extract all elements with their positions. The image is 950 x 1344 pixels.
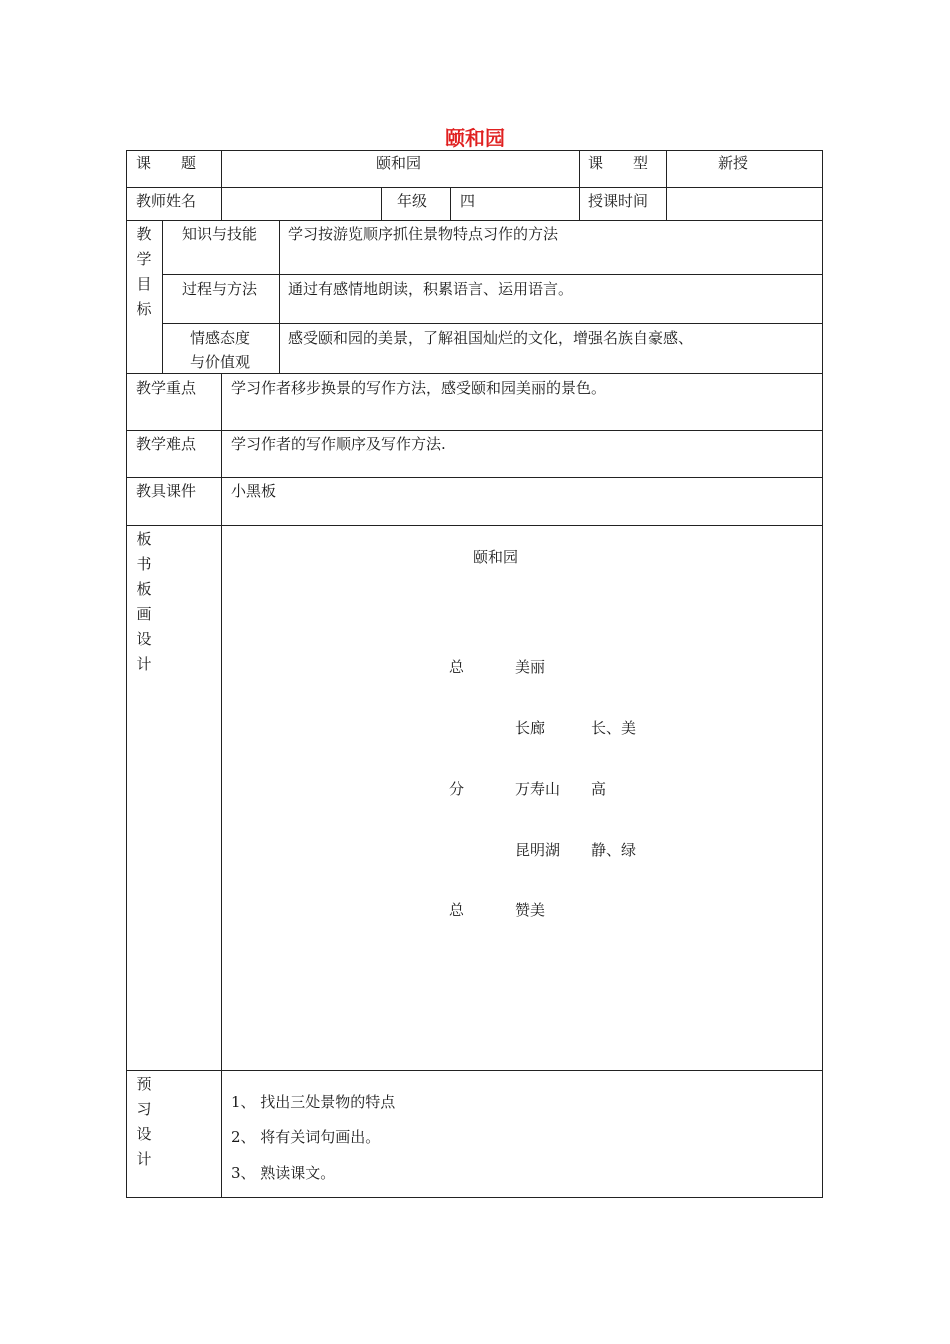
board-row-col3: 长、美 [591, 719, 637, 737]
board-row-col2: 赞美 [515, 901, 546, 919]
board-row-col1: 总 [449, 901, 465, 919]
objective-emotion-label-2: 与价值观 [190, 353, 251, 371]
objectives-label: 教学目标 [136, 225, 152, 318]
type-value: 新授 [718, 154, 749, 172]
document-title: 颐和园 [445, 126, 505, 150]
board-row-col3: 静、绿 [591, 841, 637, 859]
grade-value: 四 [460, 192, 476, 210]
board-row-col1: 分 [449, 780, 465, 798]
topic-value: 颐和园 [376, 154, 422, 172]
objective-knowledge-label: 知识与技能 [182, 225, 258, 243]
difficulty-label: 教学难点 [136, 435, 197, 453]
preview-item: 2、 将有关词句画出。 [231, 1128, 381, 1146]
objective-process-label: 过程与方法 [182, 280, 258, 298]
board-title: 颐和园 [473, 548, 519, 566]
board-row-col3: 高 [591, 780, 607, 798]
preview-item: 3、 熟读课文。 [231, 1164, 336, 1182]
teacher-label: 教师姓名 [136, 192, 197, 210]
key-point-label: 教学重点 [136, 379, 197, 397]
board-row-col2: 昆明湖 [515, 841, 561, 859]
grade-label: 年级 [397, 192, 428, 210]
board-label: 板书板画设计 [136, 530, 152, 673]
objective-process-content: 通过有感情地朗读，积累语言、运用语言。 [288, 280, 574, 298]
board-row-col2: 美丽 [515, 658, 546, 676]
tools-label: 教具课件 [136, 482, 197, 500]
type-label: 课 型 [588, 154, 649, 172]
topic-label: 课 题 [136, 154, 197, 172]
time-label: 授课时间 [588, 192, 649, 210]
board-row-col2: 万寿山 [515, 780, 561, 798]
key-point-content: 学习作者移步换景的写作方法，感受颐和园美丽的景色。 [231, 379, 607, 397]
preview-label: 预习设计 [136, 1075, 152, 1168]
difficulty-content: 学习作者的写作顺序及写作方法. [231, 435, 446, 453]
objective-emotion-label-1: 情感态度 [190, 329, 251, 347]
board-row-col1: 总 [449, 658, 465, 676]
preview-item: 1、 找出三处景物的特点 [231, 1093, 396, 1111]
tools-content: 小黑板 [231, 482, 277, 500]
objective-knowledge-content: 学习按游览顺序抓住景物特点习作的方法 [288, 225, 559, 243]
objective-emotion-content: 感受颐和园的美景，了解祖国灿烂的文化，增强名族自豪感、 [288, 329, 694, 347]
board-row-col2: 长廊 [515, 719, 546, 737]
